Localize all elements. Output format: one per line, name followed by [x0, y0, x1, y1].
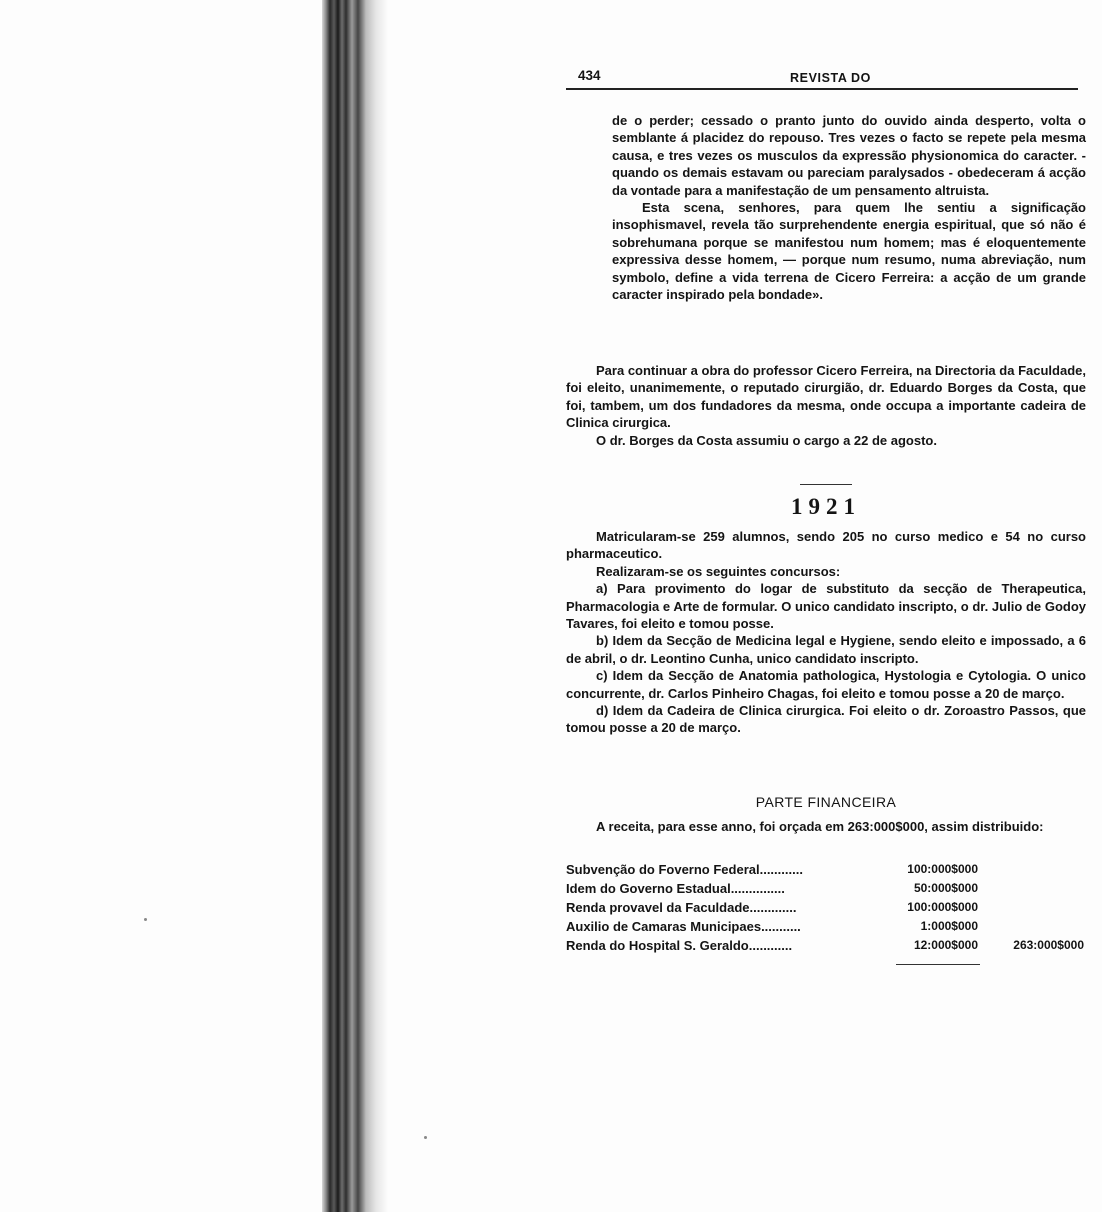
page-number: 434: [578, 68, 601, 83]
list-item: b) Idem da Secção de Medicina legal e Hygiene, sendo eleito e impossado, a 6 de abril, o dr. Leontino Cunha, unico candidato inscripto.: [566, 633, 1086, 666]
paragraph: A receita, para esse anno, foi orçada em 263:000$000, assim distribuido:: [596, 819, 1044, 834]
page-header: [566, 66, 1086, 94]
ledger-row: [566, 862, 1086, 881]
year-heading: 1921: [791, 494, 861, 519]
ledger-row: [566, 938, 1086, 957]
ledger-row: [566, 900, 1086, 919]
running-title: REVISTA DO: [790, 71, 872, 85]
ledger-amount: 100:000$000: [907, 862, 978, 876]
list-item: c) Idem da Secção de Anatomia pathologica, Hystologia e Cytologia. O unico concurrente, dr. Carlos Pinheiro Chagas, foi eleito e tomou posse a 20 de março.: [566, 668, 1086, 701]
ledger-amount: 12:000$000: [913, 938, 978, 952]
ledger-label: Subvenção do Foverno Federal............: [566, 862, 803, 877]
sum-rule: [896, 964, 980, 965]
header-rule: [566, 88, 1078, 90]
ledger-label: Renda do Hospital S. Geraldo............: [566, 938, 793, 953]
paragraph: Para continuar a obra do professor Cicero Ferreira, na Directoria da Faculdade, foi eleito, unanimemente, o reputado cirurgião, dr. Eduardo Borges da Costa, que foi, tambem, um dos fundadores da mesma, onde occupa a importante cadeira de Clinica cirurgica.: [566, 363, 1086, 431]
quoted-passage: [612, 112, 1086, 303]
ledger-amount: 50:000$000: [913, 881, 978, 895]
paper-speck: [144, 918, 147, 921]
ledger-row: [566, 881, 1086, 900]
revenue-ledger: [566, 862, 1086, 957]
list-item: a) Para provimento do logar de substituto da secção de Therapeutica, Pharmacologia e Arte de formular. O unico candidato inscripto, o dr. Julio de Godoy Tavares, foi eleito e tomou posse.: [566, 581, 1086, 632]
paragraph: O dr. Borges da Costa assumiu o cargo a 22 de agosto.: [596, 432, 937, 448]
ledger-label: Auxilio de Camaras Municipaes...........: [566, 919, 801, 934]
list-item: d) Idem da Cadeira de Clinica cirurgica. Foi eleito o dr. Zoroastro Passos, que tomou posse a 20 de março.: [566, 703, 1086, 736]
finance-intro: [566, 818, 1086, 835]
ledger-total: 263:000$000: [1013, 938, 1084, 952]
directorate-section: [566, 362, 1086, 449]
ledger-amount: 100:000$000: [907, 900, 978, 914]
paper-speck: [424, 1136, 427, 1139]
paragraph: Matricularam-se 259 alumnos, sendo 205 no curso medico e 54 no curso pharmaceutico.: [566, 529, 1086, 562]
ledger-amount: 1:000$000: [920, 919, 978, 933]
finance-heading: PARTE FINANCEIRA: [755, 794, 897, 810]
book-gutter-shadow: [322, 0, 388, 1212]
quote-paragraph: de o perder; cessado o pranto junto do ouvido ainda desperto, volta o semblante á placidez do repouso. Tres vezes o facto se repete pela mesma causa, e tres vezes os musculos da expressão physionomica do caracter. - quando os demais estavam ou pareciam paralysados - obedeceram á acção da vontade para a manifestação de um pensamento altruista.: [612, 113, 1086, 198]
ledger-label: Renda provavel da Faculdade.............: [566, 900, 797, 915]
quote-paragraph: Esta scena, senhores, para quem lhe sentiu a significação insophismavel, revela tão surprehendente energia espiritual, que só não é sobrehumana porque se manifestou num homem; mas é eloquentemente expressiva desse homem, — porque num resumo, numa abreviação, num symbolo, define a vida terrena de Cicero Ferreira: a acção de um grande caracter inspirado pela bondade».: [612, 200, 1086, 303]
section-divider: [800, 484, 852, 485]
paragraph: Realizaram-se os seguintes concursos:: [596, 563, 841, 579]
ledger-label: Idem do Governo Estadual...............: [566, 881, 785, 896]
year-1921-section: [566, 528, 1086, 737]
ledger-row: [566, 919, 1086, 938]
